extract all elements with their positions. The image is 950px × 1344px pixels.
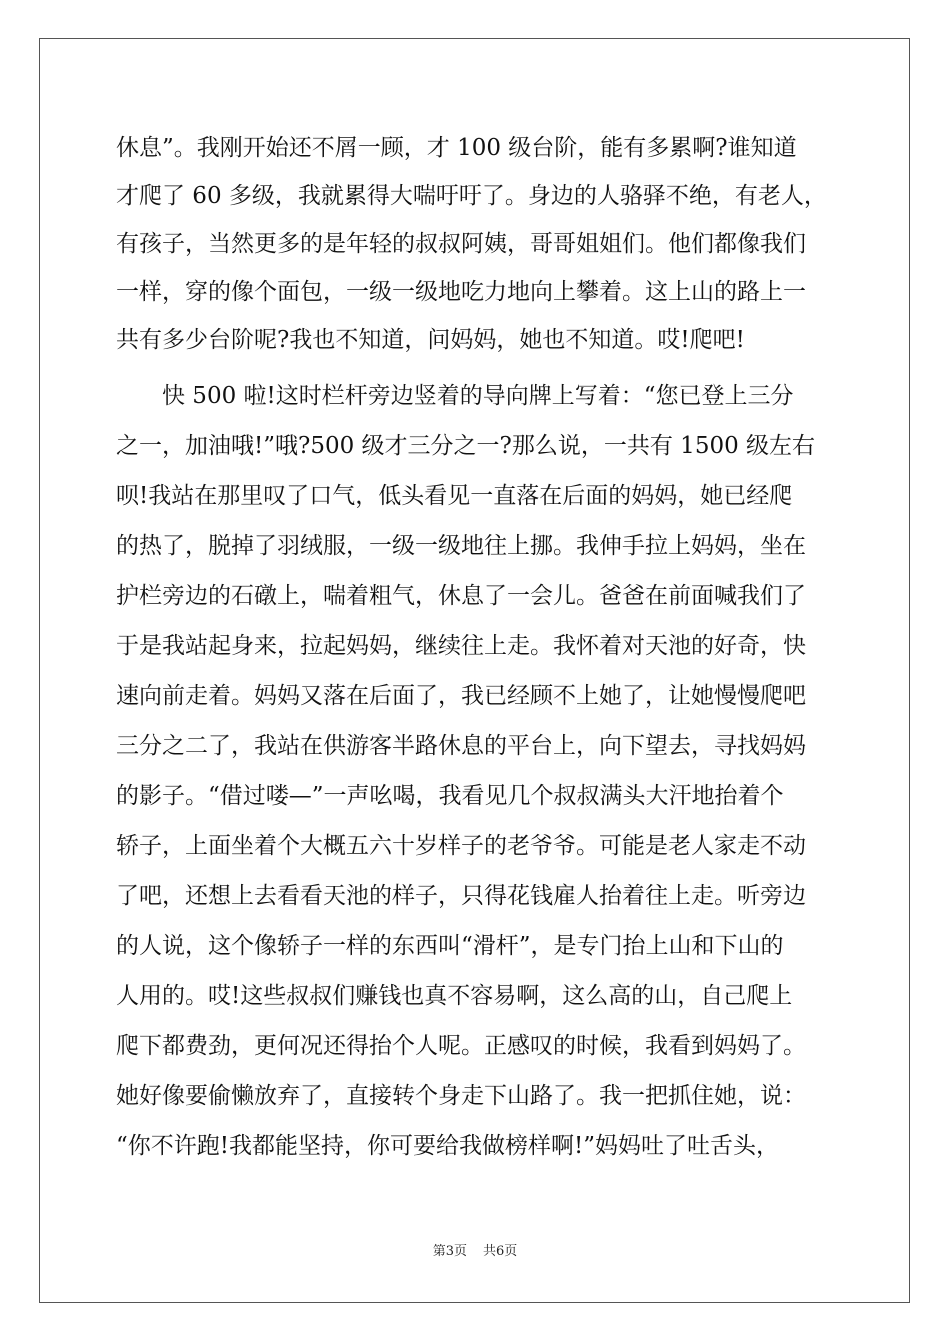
text-line: 的热了，脱掉了羽绒服，一级一级地往上挪。我伸手拉上妈妈，坐在 <box>116 533 806 559</box>
text-line: 快 500 啦!这时栏杆旁边竖着的导向牌上写着：“您已登上三分 <box>116 383 794 409</box>
text-line: 护栏旁边的石礅上，喘着粗气，休息了一会儿。爸爸在前面喊我们了 <box>116 583 806 609</box>
text-line: 人用的。哎!这些叔叔们赚钱也真不容易啊，这么高的山，自己爬上 <box>116 983 793 1009</box>
text-line: 一样，穿的像个面包，一级一级地吃力地向上攀着。这上山的路上一 <box>116 279 806 305</box>
total-pages: 共6页 <box>483 1244 518 1259</box>
text-line: “你不许跑!我都能坚持，你可要给我做榜样啊!”妈妈吐了吐舌头， <box>116 1133 780 1159</box>
page-number: 第3页 <box>432 1244 467 1259</box>
text-line: 于是我站起身来，拉起妈妈，继续往上走。我怀着对天池的好奇，快 <box>116 633 806 659</box>
text-line: 三分之二了，我站在供游客半路休息的平台上，向下望去，寻找妈妈 <box>116 733 806 759</box>
text-line: 呗!我站在那里叹了口气，低头看见一直落在后面的妈妈，她已经爬 <box>116 483 793 509</box>
text-line: 速向前走着。妈妈又落在后面了，我已经顾不上她了，让她慢慢爬吧 <box>116 683 806 709</box>
text-line: 了吧，还想上去看看天池的样子，只得花钱雇人抬着往上走。听旁边 <box>116 883 806 909</box>
text-line: 有孩子，当然更多的是年轻的叔叔阿姨，哥哥姐姐们。他们都像我们 <box>116 231 806 257</box>
page-footer <box>0 1240 950 1259</box>
text-line: 共有多少台阶呢?我也不知道，问妈妈，她也不知道。哎!爬吧! <box>116 327 745 353</box>
text-line: 之一，加油哦!”哦?500 级才三分之一?那么说，一共有 1500 级左右 <box>116 433 816 459</box>
text-line: 的人说，这个像轿子一样的东西叫“滑杆”，是专门抬上山和下山的 <box>116 933 784 959</box>
text-line: 的影子。“借过喽—”一声吆喝，我看见几个叔叔满头大汗地抬着个 <box>116 783 784 809</box>
text-line: 轿子，上面坐着个大概五六十岁样子的老爷爷。可能是老人家走不动 <box>116 833 806 859</box>
text-line: 她好像要偷懒放弃了，直接转个身走下山路了。我一把抓住她，说： <box>116 1083 806 1109</box>
text-line: 爬下都费劲，更何况还得抬个人呢。正感叹的时候，我看到妈妈了。 <box>116 1033 806 1059</box>
text-line: 才爬了 60 多级，我就累得大喘吁吁了。身边的人骆驿不绝，有老人， <box>116 183 827 209</box>
text-line: 休息”。我刚开始还不屑一顾，才 100 级台阶，能有多累啊?谁知道 <box>116 135 797 161</box>
